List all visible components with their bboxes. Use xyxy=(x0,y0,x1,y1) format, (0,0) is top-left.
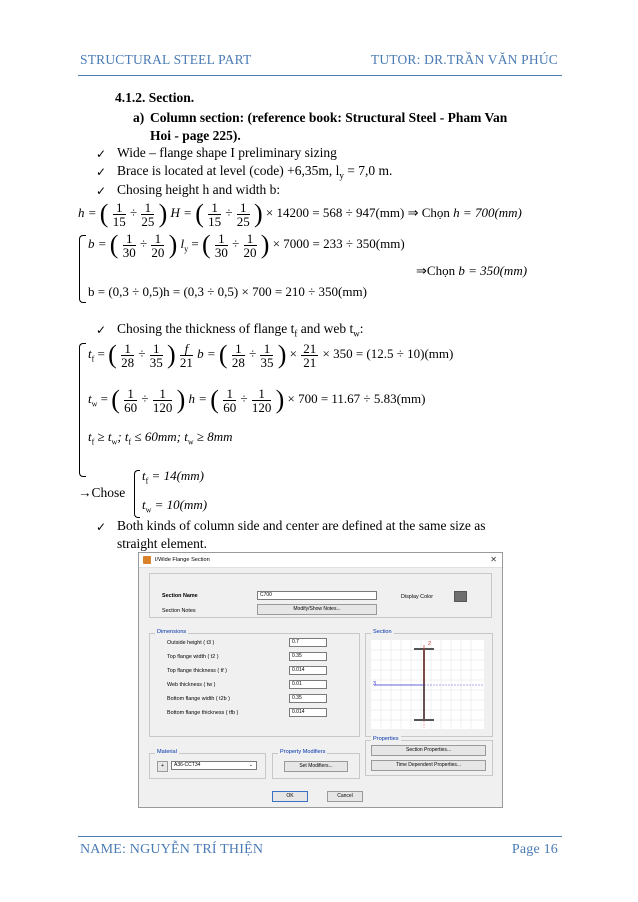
add-material-button[interactable]: + xyxy=(157,761,168,772)
time-dependent-properties-button[interactable]: Time Dependent Properties... xyxy=(371,760,486,771)
material-select[interactable]: A36-CCT34 ⌄ xyxy=(171,761,257,770)
bullet-thickness: Chosing the thickness of flange $t_f$ and web $t_w$: xyxy=(117,321,364,339)
cancel-button[interactable]: Cancel xyxy=(327,791,363,802)
footer-rule xyxy=(78,836,562,837)
axis-3-label: 3 xyxy=(373,681,376,687)
brace-t xyxy=(79,343,86,477)
brace-chose xyxy=(134,470,140,518)
display-color-label: Display Color xyxy=(401,594,434,600)
check-icon: ✓ xyxy=(96,165,107,179)
app-icon xyxy=(143,556,151,564)
section-properties-button[interactable]: Section Properties... xyxy=(371,745,486,756)
section-notes-label: Section Notes xyxy=(162,608,196,614)
axis-2-label: 2 xyxy=(428,641,431,647)
header-right: TUTOR: DR.TRẦN VĂN PHÚC xyxy=(370,52,558,67)
bullet-2: Brace is located at level (code) +6,35m, $l_y = 7,0$ m. xyxy=(117,163,393,181)
dimension-label: Web thickness ( tw ) xyxy=(167,682,216,688)
header-left: STRUCTURAL STEEL PART xyxy=(80,52,252,67)
footer-left: NAME: NGUYỄN TRÍ THIỆN xyxy=(80,842,264,857)
equation-tf: $t_f$ = ( $\frac{1}{28}$ ÷ $\frac{1}{35}$ ) $\frac{f}{21}$ b = ( $\frac{1}{28}$ ÷ $\frac{1}{35}$ ) × $\frac{21}{21}$ × 350 = (12.5 ÷ 10)(mm) xyxy=(88,340,454,370)
page-number: Page 16 xyxy=(511,842,558,857)
chose-tf: $t_f = 14(mm)$ xyxy=(142,468,205,486)
dimension-input[interactable]: 0.014 xyxy=(289,708,327,717)
property-modifiers-title: Property Modifiers xyxy=(280,749,326,755)
wide-flange-dialog xyxy=(138,552,503,808)
dimension-label: Top flange thickness ( tf ) xyxy=(167,668,227,674)
equation-h: h = ( $\frac{1}{15}$ ÷ $\frac{1}{25}$ ) H = ( $\frac{1}{15}$ ÷ $\frac{1}{25}$ ) × 14200 = 568 ÷ 947(mm) ⇒ Chọn h = 700(mm) xyxy=(78,199,522,229)
dimensions-title: Dimensions xyxy=(157,629,187,635)
subheading-line-2: Hoi - page 225). xyxy=(150,128,241,143)
dialog-titlebar xyxy=(139,553,502,568)
dimension-input[interactable]: 0.01 xyxy=(289,680,327,689)
dimension-input[interactable]: 0.014 xyxy=(289,666,327,675)
equation-b-2: b = (0,3 ÷ 0,5)h = (0,3 ÷ 0,5) × 700 = 210 ÷ 350(mm) xyxy=(88,284,367,299)
check-icon: ✓ xyxy=(96,520,107,534)
chose-tw: $t_w = 10(mm)$ xyxy=(142,497,208,515)
dialog-title: I/Wide Flange Section xyxy=(155,557,210,563)
dimension-label: Top flange width ( t2 ) xyxy=(167,654,219,660)
close-icon[interactable]: ✕ xyxy=(490,555,497,564)
bullet-3: Chosing height h and width b: xyxy=(117,182,281,197)
check-icon: ✓ xyxy=(96,184,107,198)
set-modifiers-button[interactable]: Set Modifiers... xyxy=(284,761,348,772)
equation-b-1: b = ( $\frac{1}{30}$ ÷ $\frac{1}{20}$ ) $l_y$ = ( $\frac{1}{30}$ ÷ $\frac{1}{20}$ ) × 7000 = 233 ÷ 350(mm) xyxy=(88,230,405,260)
equation-b-choice: ⇒Chọn b = 350(mm) xyxy=(416,263,528,278)
chevron-down-icon: ⌄ xyxy=(248,762,253,768)
check-icon: ✓ xyxy=(96,323,107,337)
chose-label: →Chose xyxy=(78,485,126,500)
dimension-label: Bottom flange width ( t2b ) xyxy=(167,696,230,702)
subheading-line-1: Column section: (reference book: Structural Steel - Pham Van xyxy=(150,110,508,125)
check-icon: ✓ xyxy=(96,147,107,161)
material-title: Material xyxy=(157,749,177,755)
section-heading: 4.1.2. Section. xyxy=(115,90,195,105)
modify-notes-button[interactable]: Modify/Show Notes... xyxy=(257,604,377,615)
bullet-last-2: straight element. xyxy=(117,536,207,551)
ok-button[interactable]: OK xyxy=(272,791,308,802)
display-color-swatch[interactable] xyxy=(454,591,467,602)
header-rule xyxy=(78,75,562,76)
section-name-label: Section Name xyxy=(162,593,198,599)
section-preview-title: Section xyxy=(373,629,392,635)
dimension-input[interactable]: 0.7 xyxy=(289,638,327,647)
dimension-label: Bottom flange thickness ( tfb ) xyxy=(167,710,239,716)
bullet-1: Wide – flange shape I preliminary sizing xyxy=(117,145,337,160)
section-preview xyxy=(371,640,484,729)
properties-title: Properties xyxy=(373,736,399,742)
equation-tw: $t_w$ = ( $\frac{1}{60}$ ÷ $\frac{1}{120}$ ) h = ( $\frac{1}{60}$ ÷ $\frac{1}{120}$ ) × 700 = 11.67 ÷ 5.83(mm) xyxy=(88,385,426,415)
section-name-input[interactable]: C700 xyxy=(257,591,377,600)
subheading-marker: a) xyxy=(133,110,145,125)
brace-b xyxy=(79,235,86,303)
dimension-input[interactable]: 0.35 xyxy=(289,694,327,703)
dimension-input[interactable]: 0.35 xyxy=(289,652,327,661)
bullet-last-1: Both kinds of column side and center are defined at the same size as xyxy=(117,518,486,533)
equation-conditions: $t_f \ge t_w$; $t_f \le 60mm$; $t_w \ge 8mm$ xyxy=(88,429,233,447)
dimension-label: Outside height ( t3 ) xyxy=(167,640,215,646)
